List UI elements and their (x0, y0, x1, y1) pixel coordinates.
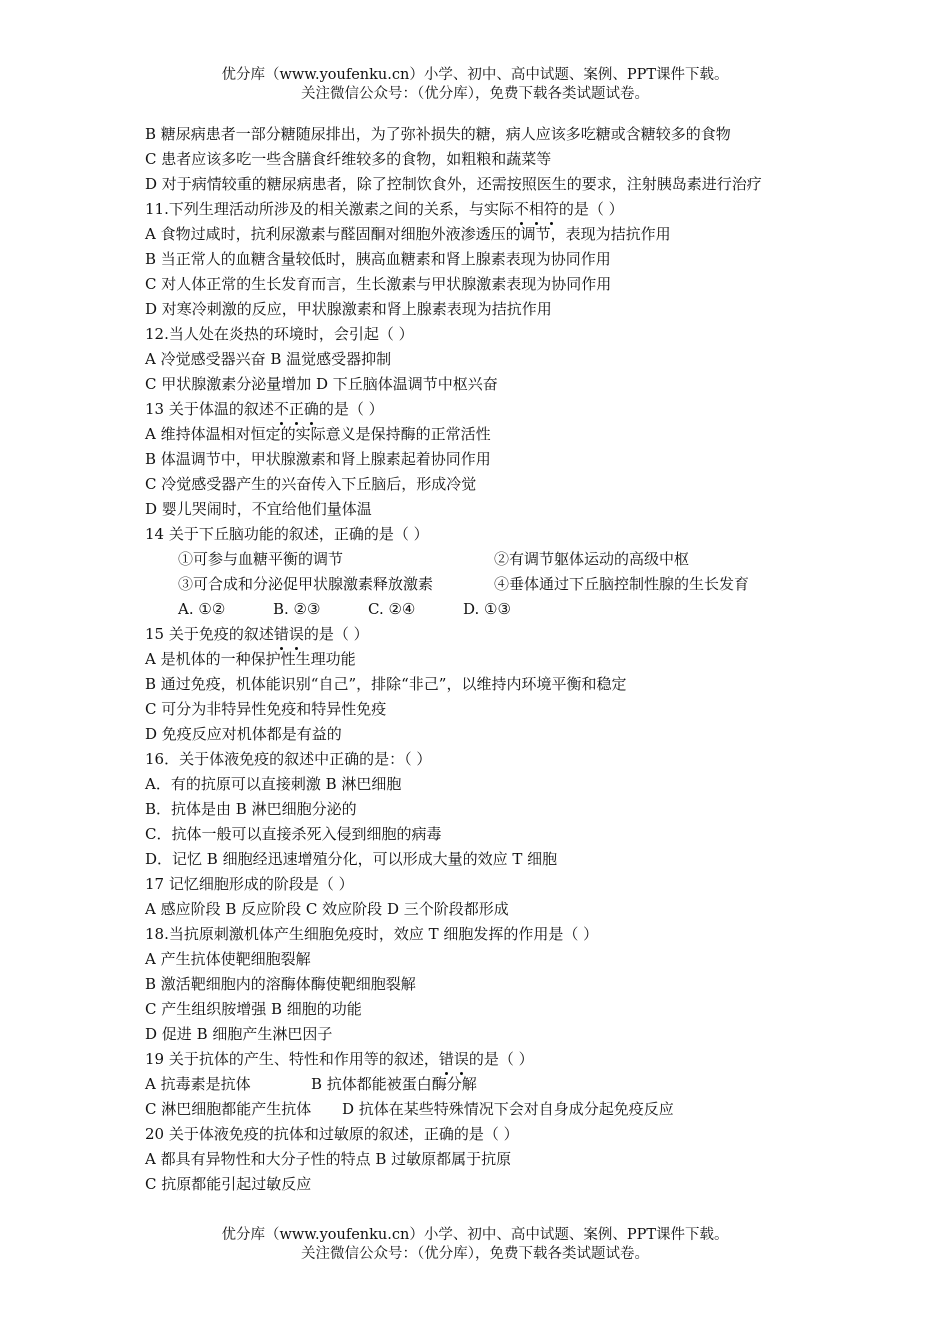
q19-option-d: D 抗体在某些特殊情况下会对自身成分起免疫反应 (342, 1100, 674, 1118)
q13-option-d: D 婴儿哭闹时，不宜给他们量体温 (145, 500, 372, 518)
q19-stem (145, 1047, 815, 1072)
q13-emphasis-2: 正 (289, 397, 304, 422)
q19-emphasis-2: 误 (454, 1047, 469, 1072)
header-line-1: 优分库（www.youfenku.cn）小学、初中、高中试题、案例、PPT课件下载。 (221, 67, 729, 83)
q19-option-c: C 淋巴细胞都能产生抗体 (145, 1100, 312, 1118)
q11-option-d: D 对寒冷刺激的反应，甲状腺激素和肾上腺素表现为拮抗作用 (145, 300, 552, 318)
q15-stem (145, 622, 815, 647)
q11-stem-pre: 11.下列生理活动所涉及的相关激素之间的关系，与实际 (145, 200, 514, 218)
q15-option-b: B 通过免疫，机体能识别“自己”，排除“非己”，以维持内环境平衡和稳定 (145, 675, 627, 693)
q14-statements-row-1 (145, 547, 815, 572)
q10-option-c: C 患者应该多吃一些含膳食纤维较多的食物，如粗粮和蔬菜等 (145, 150, 552, 168)
q14-statement-2: ②有调节躯体运动的高级中枢 (494, 550, 690, 568)
q13-option-b: B 体温调节中，甲状腺激素和肾上腺素起着协同作用 (145, 450, 491, 468)
q11-emphasis-2: 相 (529, 197, 544, 222)
q18-stem: 18.当抗原刺激机体产生细胞免疫时，效应 T 细胞发挥的作用是（ ） (145, 925, 599, 943)
q14-statement-1: ①可参与血糖平衡的调节 (178, 550, 344, 568)
q10-option-d: D 对于病情较重的糖尿病患者，除了控制饮食外，还需按照医生的要求，注射胰岛素进行治疗 (145, 175, 762, 193)
footer-line-1: 优分库（www.youfenku.cn）小学、初中、高中试题、案例、PPT课件下载。 (221, 1227, 729, 1243)
q16-stem: 16．关于体液免疫的叙述中正确的是：（ ） (145, 750, 432, 768)
q13-stem-pre: 13 关于体温的叙述 (145, 400, 274, 418)
page-header (0, 66, 950, 104)
q14-statements-row-2 (145, 572, 815, 597)
q16-option-c: C．抗体一般可以直接杀死入侵到细胞的病毒 (145, 825, 442, 843)
q12-stem: 12.当人处在炎热的环境时，会引起（ ） (145, 325, 414, 343)
q17-stem: 17 记忆细胞形成的阶段是（ ） (145, 875, 354, 893)
q14-choice-b: B. ②③ (273, 600, 321, 618)
q14-stem: 14 关于下丘脑功能的叙述，正确的是（ ） (145, 525, 429, 543)
q20-stem: 20 关于体液免疫的抗体和过敏原的叙述，正确的是（ ） (145, 1125, 519, 1143)
page-footer (0, 1226, 950, 1264)
q20-options-ab: A 都具有异物性和大分子性的特点 B 过敏原都属于抗原 (145, 1150, 512, 1168)
q11-emphasis-1: 不 (514, 197, 529, 222)
q14-choice-c: C. ②④ (368, 600, 416, 618)
q13-stem (145, 397, 815, 422)
q11-option-c: C 对人体正常的生长发育而言，生长激素与甲状腺激素表现为协同作用 (145, 275, 612, 293)
q16-option-a: A．有的抗原可以直接刺激 B 淋巴细胞 (145, 775, 402, 793)
q11-option-a: A 食物过咸时，抗利尿激素与醛固酮对细胞外液渗透压的调节，表现为拮抗作用 (145, 225, 671, 243)
q19-options-cd (145, 1097, 815, 1122)
q13-option-a: A 维持体温相对恒定的实际意义是保持酶的正常活性 (145, 425, 491, 443)
q19-options-ab (145, 1072, 815, 1097)
q12-options-cd: C 甲状腺激素分泌量增加 D 下丘脑体温调节中枢兴奋 (145, 375, 498, 393)
q15-option-d: D 免疫反应对机体都是有益的 (145, 725, 342, 743)
q18-option-d: D 促进 B 细胞产生淋巴因子 (145, 1025, 333, 1043)
q19-stem-post: 的是（ ） (468, 1050, 534, 1068)
q19-option-b: B 抗体都能被蛋白酶分解 (311, 1075, 477, 1093)
q17-options: A 感应阶段 B 反应阶段 C 效应阶段 D 三个阶段都形成 (145, 900, 509, 918)
q11-option-b: B 当正常人的血糖含量较低时，胰高血糖素和肾上腺素表现为协同作用 (145, 250, 611, 268)
q14-choices (145, 597, 815, 622)
q14-statement-4: ④垂体通过下丘脑控制性腺的生长发育 (494, 575, 750, 593)
q12-options-ab: A 冷觉感受器兴奋 B 温觉感受器抑制 (145, 350, 392, 368)
q11-stem (145, 197, 815, 222)
q13-option-c: C 冷觉感受器产生的兴奋传入下丘脑后，形成冷觉 (145, 475, 477, 493)
q15-emphasis-1: 错 (274, 622, 289, 647)
q15-stem-pre: 15 关于免疫的叙述 (145, 625, 274, 643)
q13-stem-post: 的是（ ） (318, 400, 384, 418)
q16-option-d: D．记忆 B 细胞经迅速增殖分化，可以形成大量的效应 T 细胞 (145, 850, 558, 868)
exam-content (145, 122, 815, 1197)
q14-choice-d: D. ①③ (463, 600, 511, 618)
header-line-2: 关注微信公众号：（优分库），免费下载各类试题试卷。 (301, 86, 649, 102)
q13-emphasis-3: 确 (304, 397, 319, 422)
q14-statement-3: ③可合成和分泌促甲状腺激素释放激素 (178, 575, 434, 593)
q14-choice-a: A. ①② (178, 600, 226, 618)
q13-emphasis-1: 不 (274, 397, 289, 422)
q15-emphasis-2: 误 (289, 622, 304, 647)
q16-option-b: B．抗体是由 B 淋巴细胞分泌的 (145, 800, 357, 818)
q19-emphasis-1: 错 (439, 1047, 454, 1072)
q15-option-a: A 是机体的一种保护性生理功能 (145, 650, 356, 668)
q10-option-b: B 糖尿病患者一部分糖随尿排出，为了弥补损失的糖，病人应该多吃糖或含糖较多的食物 (145, 125, 731, 143)
q11-emphasis-3: 符 (544, 197, 559, 222)
q18-option-b: B 激活靶细胞内的溶酶体酶使靶细胞裂解 (145, 975, 416, 993)
q19-stem-pre: 19 关于抗体的产生、特性和作用等的叙述， (145, 1050, 439, 1068)
q15-stem-post: 的是（ ） (303, 625, 369, 643)
q15-option-c: C 可分为非特异性免疫和特异性免疫 (145, 700, 387, 718)
q18-option-a: A 产生抗体使靶细胞裂解 (145, 950, 311, 968)
footer-line-2: 关注微信公众号：（优分库），免费下载各类试题试卷。 (301, 1246, 649, 1262)
q11-stem-post: 的是（ ） (558, 200, 624, 218)
q18-option-c: C 产生组织胺增强 B 细胞的功能 (145, 1000, 362, 1018)
q19-option-a: A 抗毒素是抗体 (145, 1075, 251, 1093)
q20-option-c: C 抗原都能引起过敏反应 (145, 1175, 312, 1193)
